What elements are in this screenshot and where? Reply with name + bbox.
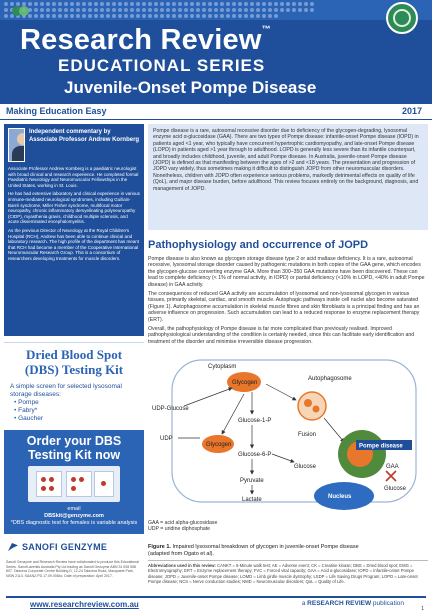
header-dot: [232, 14, 236, 18]
header-dot: [220, 8, 224, 12]
page-number: 1: [421, 606, 424, 612]
header-dot: [214, 14, 218, 18]
publisher-credit: a RESEARCH REVIEW publication: [301, 600, 404, 607]
glycogen-label: Glycogen: [232, 380, 258, 386]
sponsor-name: SANOFI GENZYME: [22, 542, 108, 552]
header-dot: [268, 14, 272, 18]
header-dot: [220, 14, 224, 18]
header-dot: [106, 14, 110, 18]
main-content: [148, 124, 428, 594]
research-review-logo-icon: [386, 2, 418, 34]
intro-summary: Pompe disease is a rare, autosomal recessive disorder due to deficiency of the glycogen-degrading, lysosomal enzyme acid α-glucosidase (GAA). There are two types of Pompe disease: infantile-onset Pompe disease (IOPD) in patients aged <1 year, who typically have concurrent hypertrophic cardiomyopathy, and late-onset Pompe disease (LOPD) in patients aged >1 year through to adulthood. LOPD is generally less severe than its infantile counterpart, and broadly includes childhood, juvenile, and adult Pompe disease. In Australia, juvenile-onset Pompe disease (JOPD) is defined as that manifesting between the ages of >2 and <18 years. The presentation and progression of JOPD vary widely, thus sometimes making it difficult to distinguish JOPD from other neuromuscular disorders. Nonetheless, children with JOPD often experience serious problems, markedly detrimental effects on quality of life (QoL), and major disease burden, before adulthood. This review focuses entirely on the background, diagnosis, and management of JOPD.: [148, 124, 428, 230]
body-paragraph: The consequences of reduced GAA activity are accumulation of lysosomal and non-lysosomal glycogen in various tissues, primarily skeletal, cardiac, and smooth muscle. Autophagic pathways inside cell nuclei also become saturated (Figure 1). Autophagosome accumulation in skeletal muscle fibres and skin fibroblasts is a principal finding and has an adverse influence on progression. Such accumulation can lead to a reduced response to enzyme replacement therapy (ERT).: [148, 291, 420, 323]
header-dot: [58, 8, 62, 12]
header-dot: [208, 14, 212, 18]
header-dot: [280, 8, 284, 12]
udp-glucose-label: UDP-Glucose: [152, 406, 189, 412]
header-dot: [292, 2, 296, 6]
header-dot: [262, 14, 266, 18]
header-dot: [178, 14, 182, 18]
header-dot: [46, 14, 50, 18]
header-dot: [154, 2, 158, 6]
header-dot: [4, 8, 8, 12]
header-dot: [112, 14, 116, 18]
header-dot: [238, 8, 242, 12]
header-dot: [166, 8, 170, 12]
order-kit-title: Order your DBS Testing Kit now: [26, 434, 122, 462]
tagline-bar: [0, 104, 432, 120]
testing-kit-image: [28, 466, 120, 502]
header-dot: [40, 8, 44, 12]
header-dot: [136, 14, 140, 18]
header-dot: [196, 14, 200, 18]
header-top-strip: [0, 0, 432, 20]
header-dot-pattern: [4, 2, 314, 18]
header-dot: [88, 2, 92, 6]
header-dot: [118, 14, 122, 18]
author-bio-paragraph: Associate Professor Andrew Kornberg is a paediatric neurologist with broad clinical and research experience. He completed formal Paediatric Neurology and Neuromuscular Fellowships in the United States, working in St. Louis.: [8, 166, 139, 188]
header-dot: [82, 2, 86, 6]
pathway-diagram: [148, 356, 428, 532]
header-dot: [226, 2, 230, 6]
dbs-kit-panel: [4, 342, 144, 428]
header-dot: [298, 8, 302, 12]
legend-item: UDP = uridine diphosphate: [148, 526, 211, 533]
header-dot: [76, 2, 80, 6]
header-dot: [184, 14, 188, 18]
order-contact: [8, 506, 140, 527]
website-link[interactable]: www.researchreview.com.au: [30, 600, 139, 609]
header-dot: [256, 8, 260, 12]
header-dot: [148, 8, 152, 12]
header-dot: [112, 8, 116, 12]
header-dot: [58, 2, 62, 6]
header-dot: [256, 2, 260, 6]
header-dot: [52, 8, 56, 12]
figure-caption: [148, 544, 428, 558]
header-dot: [64, 8, 68, 12]
header-dot: [202, 2, 206, 6]
header-dot: [250, 2, 254, 6]
sponsor-logo: [4, 538, 144, 556]
series-title: EDUCATIONAL SERIES: [58, 56, 266, 75]
header-dot: [226, 8, 230, 12]
header-dot: [214, 2, 218, 6]
header-dot: [112, 2, 116, 6]
header-dot: [4, 2, 8, 6]
header-dot: [310, 2, 314, 6]
header-dot: [40, 2, 44, 6]
header-dot: [34, 14, 38, 18]
legend-item: GAA = acid alpha-glucosidase: [148, 520, 218, 526]
header-dot: [148, 14, 152, 18]
header-dot: [106, 2, 110, 6]
header-dot: [262, 2, 266, 6]
body-paragraph: Pompe disease is also known as glycogen storage disease type 2 or acid maltase deficiency. It is a rare, autosomal recessive, lysosomal storage disorder caused by pathogenic mutations in both copies of the GAA gene, which encodes the glycogen-glucose converting enzyme GAA. More than 300–350 GAA mutations have been discovered. These can lead to complete deficiency (< 1% of normal activity, in IOPD) or partial deficiency (<10% in LOPD, <40% in adult Pompe disease) in GAA activity.: [148, 256, 425, 288]
footer-rule: [6, 596, 426, 598]
header-dot: [274, 2, 278, 6]
dbs-disease-list: [10, 399, 138, 423]
header-dot: [100, 2, 104, 6]
header-dot: [172, 2, 176, 6]
author-photo: [8, 128, 25, 162]
header-dot: [196, 8, 200, 12]
header-dot: [268, 8, 272, 12]
issue-year: 2017: [401, 106, 422, 116]
header-dot: [250, 8, 254, 12]
header-dot: [172, 14, 176, 18]
glucose-label: Glucose: [294, 464, 317, 470]
sidebar: [4, 124, 144, 590]
abbreviations-text: CANKT = 6-Minute walk test; AE = Adverse event; CK = Creatine kinase; DBS = Dried blood spot; EMG = Electromyography; ERT = Enzyme replacement therapy; FVC = Forced vital capacity; GAA = Acid α-glucosidase; IOPD = Infantile-onset Pompe disease; JOPD = Juvenile-onset Pompe disease; LOMD = Limb girdle muscle dystrophy; LSDP = Life Saving Drugs Program; LOPD = Late-onset Pompe disease; NCS = Nerve conduction studies; NMD = Neuromuscular disorders; QoL = Quality of Life.: [148, 563, 418, 585]
header-dot: [124, 2, 128, 6]
header-dot: [94, 2, 98, 6]
header-dot: [160, 2, 164, 6]
body-paragraph: Overall, the pathophysiology of Pompe disease is far more complicated than previously realised. Improved pathophysiological understanding of the condition is certainly needed, since this can facilitate early identification and treatment of the disorder and minimise irreversible disease progression.: [148, 326, 415, 345]
header-dot: [238, 2, 242, 6]
header-dot: [70, 8, 74, 12]
caption-source: (adapted from Ogato et al).: [148, 551, 215, 557]
header-dot: [310, 8, 314, 12]
header-dot: [226, 14, 230, 18]
header-dot: [58, 14, 62, 18]
header-dot: [202, 8, 206, 12]
header-dot: [178, 2, 182, 6]
email-label: email: [67, 506, 81, 512]
header-dot: [268, 2, 272, 6]
header-dot: [130, 14, 134, 18]
udp-label: UDP: [160, 436, 173, 442]
header-dot: [124, 8, 128, 12]
header-dot: [100, 14, 104, 18]
section-heading: Pathophysiology and occurrence of JOPD: [148, 239, 369, 251]
header-dot: [154, 14, 158, 18]
topic-title: Juvenile-Onset Pompe Disease: [64, 78, 317, 97]
header-dot: [166, 14, 170, 18]
commentary-heading: Independent commentary by Associate Professor Andrew Kornberg: [28, 129, 140, 143]
header-dot: [262, 8, 266, 12]
header-dot: [280, 2, 284, 6]
header-dot: [52, 14, 56, 18]
header-dot: [286, 8, 290, 12]
header-dot: [172, 8, 176, 12]
header-dot: [34, 2, 38, 6]
header-dot: [244, 2, 248, 6]
header-dot: [106, 8, 110, 12]
lysosome-glucose-label: Glucose: [384, 486, 407, 492]
fusion-label: Fusion: [298, 432, 317, 438]
header-dot: [304, 2, 308, 6]
header-dot: [64, 2, 68, 6]
header-dot: [130, 2, 134, 6]
header-dot: [208, 2, 212, 6]
header-dot: [70, 2, 74, 6]
header-dot: [244, 14, 248, 18]
figure-number: Figure 1.: [148, 544, 171, 550]
glycogen-label: Glycogen: [206, 442, 232, 448]
pyruvate-label: Pyruvate: [240, 478, 264, 484]
gaa-label: GAA: [386, 464, 399, 470]
list-item: • Pompe: [14, 399, 138, 407]
glycogen-granule: [304, 399, 312, 407]
header-dot: [136, 2, 140, 6]
author-bio: [8, 166, 140, 262]
header-dot: [34, 8, 38, 12]
cell-membrane: [172, 360, 416, 502]
author-commentary-box: [4, 124, 144, 336]
header-dot: [94, 14, 98, 18]
abbreviations: [148, 560, 428, 585]
header-dot: [94, 8, 98, 12]
header-dot: [184, 8, 188, 12]
header-dot: [160, 14, 164, 18]
author-bio-paragraph: As the previous Director of Neurology at the Royal Children's Hospital (RCH), Andrew has been able to continue clinical and laboratory research. The high profile of the department has meant that RCH had become a member of the Cooperative International Neuromuscular Research Group. This is a consortium of researchers developing treatments for muscle disorders.: [8, 227, 139, 261]
abbreviations-heading: Abbreviations used in this review:: [148, 563, 216, 568]
pompe-disease-label: Pompe disease: [359, 443, 403, 450]
header-dot: [190, 14, 194, 18]
header-dot: [118, 2, 122, 6]
header-dot: [142, 8, 146, 12]
header-dot: [256, 14, 260, 18]
header-dot: [166, 2, 170, 6]
header-dot: [250, 14, 254, 18]
header-dot: [46, 8, 50, 12]
header-dot: [142, 2, 146, 6]
glycogen-granule: [313, 406, 320, 413]
header-dot: [88, 8, 92, 12]
dbs-kit-subtitle: A simple screen for selected lysosomal storage diseases:: [10, 383, 122, 398]
header-dot: [64, 14, 68, 18]
list-item: • Gaucher: [14, 415, 138, 423]
header-dot: [40, 14, 44, 18]
order-email-link[interactable]: DBSkit@genzyme.com: [44, 513, 104, 519]
header-dot: [274, 14, 278, 18]
header-dot: [232, 2, 236, 6]
publisher-name: RESEARCH REVIEW: [307, 600, 372, 607]
author-bio-paragraph: He has had extensive laboratory and clinical experience in various immune-mediated neurological syndromes, including Guillain-Barré syndrome, Miller Fisher syndrome, multifocal motor neuropathy, chronic inflammatory demyelinating polyneuropathy (CIDP), myasthenia gravis, childhood multiple sclerosis, and acute disseminated encephalomyelitis.: [8, 191, 140, 225]
publication-title: Research Review™: [20, 24, 271, 56]
header-dot: [178, 8, 182, 12]
glucose-6p-label: Glucose-6-P: [238, 452, 272, 458]
header-dot: [82, 8, 86, 12]
order-kit-panel[interactable]: [4, 430, 144, 534]
order-note: *DBS diagnostic test for females is variable analysis: [10, 520, 138, 526]
header-dot: [70, 14, 74, 18]
lactate-label: Lactate: [242, 497, 262, 503]
header-dot: [286, 2, 290, 6]
brand-mark-icon: [12, 5, 30, 17]
page-footer: [0, 596, 432, 616]
header-dot: [244, 8, 248, 12]
header-dot: [220, 2, 224, 6]
header-dot: [124, 14, 128, 18]
header-dot: [202, 14, 206, 18]
header-dot: [100, 8, 104, 12]
caption-text: Impaired lysosomal breakdown of glycogen in juvenile-onset Pompe disease: [172, 544, 359, 550]
header-dot: [298, 2, 302, 6]
cytoplasm-label: Cytoplasm: [208, 364, 237, 370]
header-dot: [88, 14, 92, 18]
header-dot: [82, 14, 86, 18]
list-item: • Fabry*: [14, 407, 138, 415]
autophagosome-label: Autophagosome: [308, 376, 352, 382]
glucose-1p-label: Glucose-1-P: [238, 418, 272, 424]
header-dot: [52, 2, 56, 6]
figure-legend: [148, 520, 268, 533]
header-dot: [208, 8, 212, 12]
sponsor-fine-print: Sanofi Genzyme and Research Review have collaborated to produce this Educational Series. Sanofi-aventis Australia Pty Ltd trading as Sanofi Genzyme ABN 31 008 558 807. Talavera Corporate Centre Building D, 12-24 Talavera Road, Macquarie Park, NSW 2113. SAANZ.PD.17.09.0084c. Date of preparation: April 2017.: [6, 560, 139, 578]
dbs-kit-title: Dried Blood Spot (DBS) Testing Kit: [24, 347, 124, 377]
header-dot: [196, 2, 200, 6]
tagline: Making Education Easy: [6, 106, 107, 116]
header-dot: [304, 8, 308, 12]
section-body: [148, 256, 428, 348]
header-dot: [238, 14, 242, 18]
header-dot: [154, 8, 158, 12]
autophagosome-vesicle: [298, 392, 326, 420]
header-dot: [130, 8, 134, 12]
header-dot: [118, 8, 122, 12]
header-dot: [214, 8, 218, 12]
sanofi-bird-icon: [8, 543, 18, 551]
header-dot: [46, 2, 50, 6]
header-banner: [0, 0, 432, 104]
pathway-svg: [148, 356, 428, 532]
header-dot: [4, 14, 8, 18]
header-dot: [148, 2, 152, 6]
header-dot: [274, 8, 278, 12]
header-dot: [136, 8, 140, 12]
header-dot: [190, 2, 194, 6]
header-dot: [160, 8, 164, 12]
header-dot: [142, 14, 146, 18]
header-dot: [190, 8, 194, 12]
header-dot: [184, 2, 188, 6]
header-dot: [76, 8, 80, 12]
nucleus-label: Nucleus: [328, 494, 352, 500]
header-dot: [76, 14, 80, 18]
header-dot: [292, 8, 296, 12]
header-dot: [232, 8, 236, 12]
